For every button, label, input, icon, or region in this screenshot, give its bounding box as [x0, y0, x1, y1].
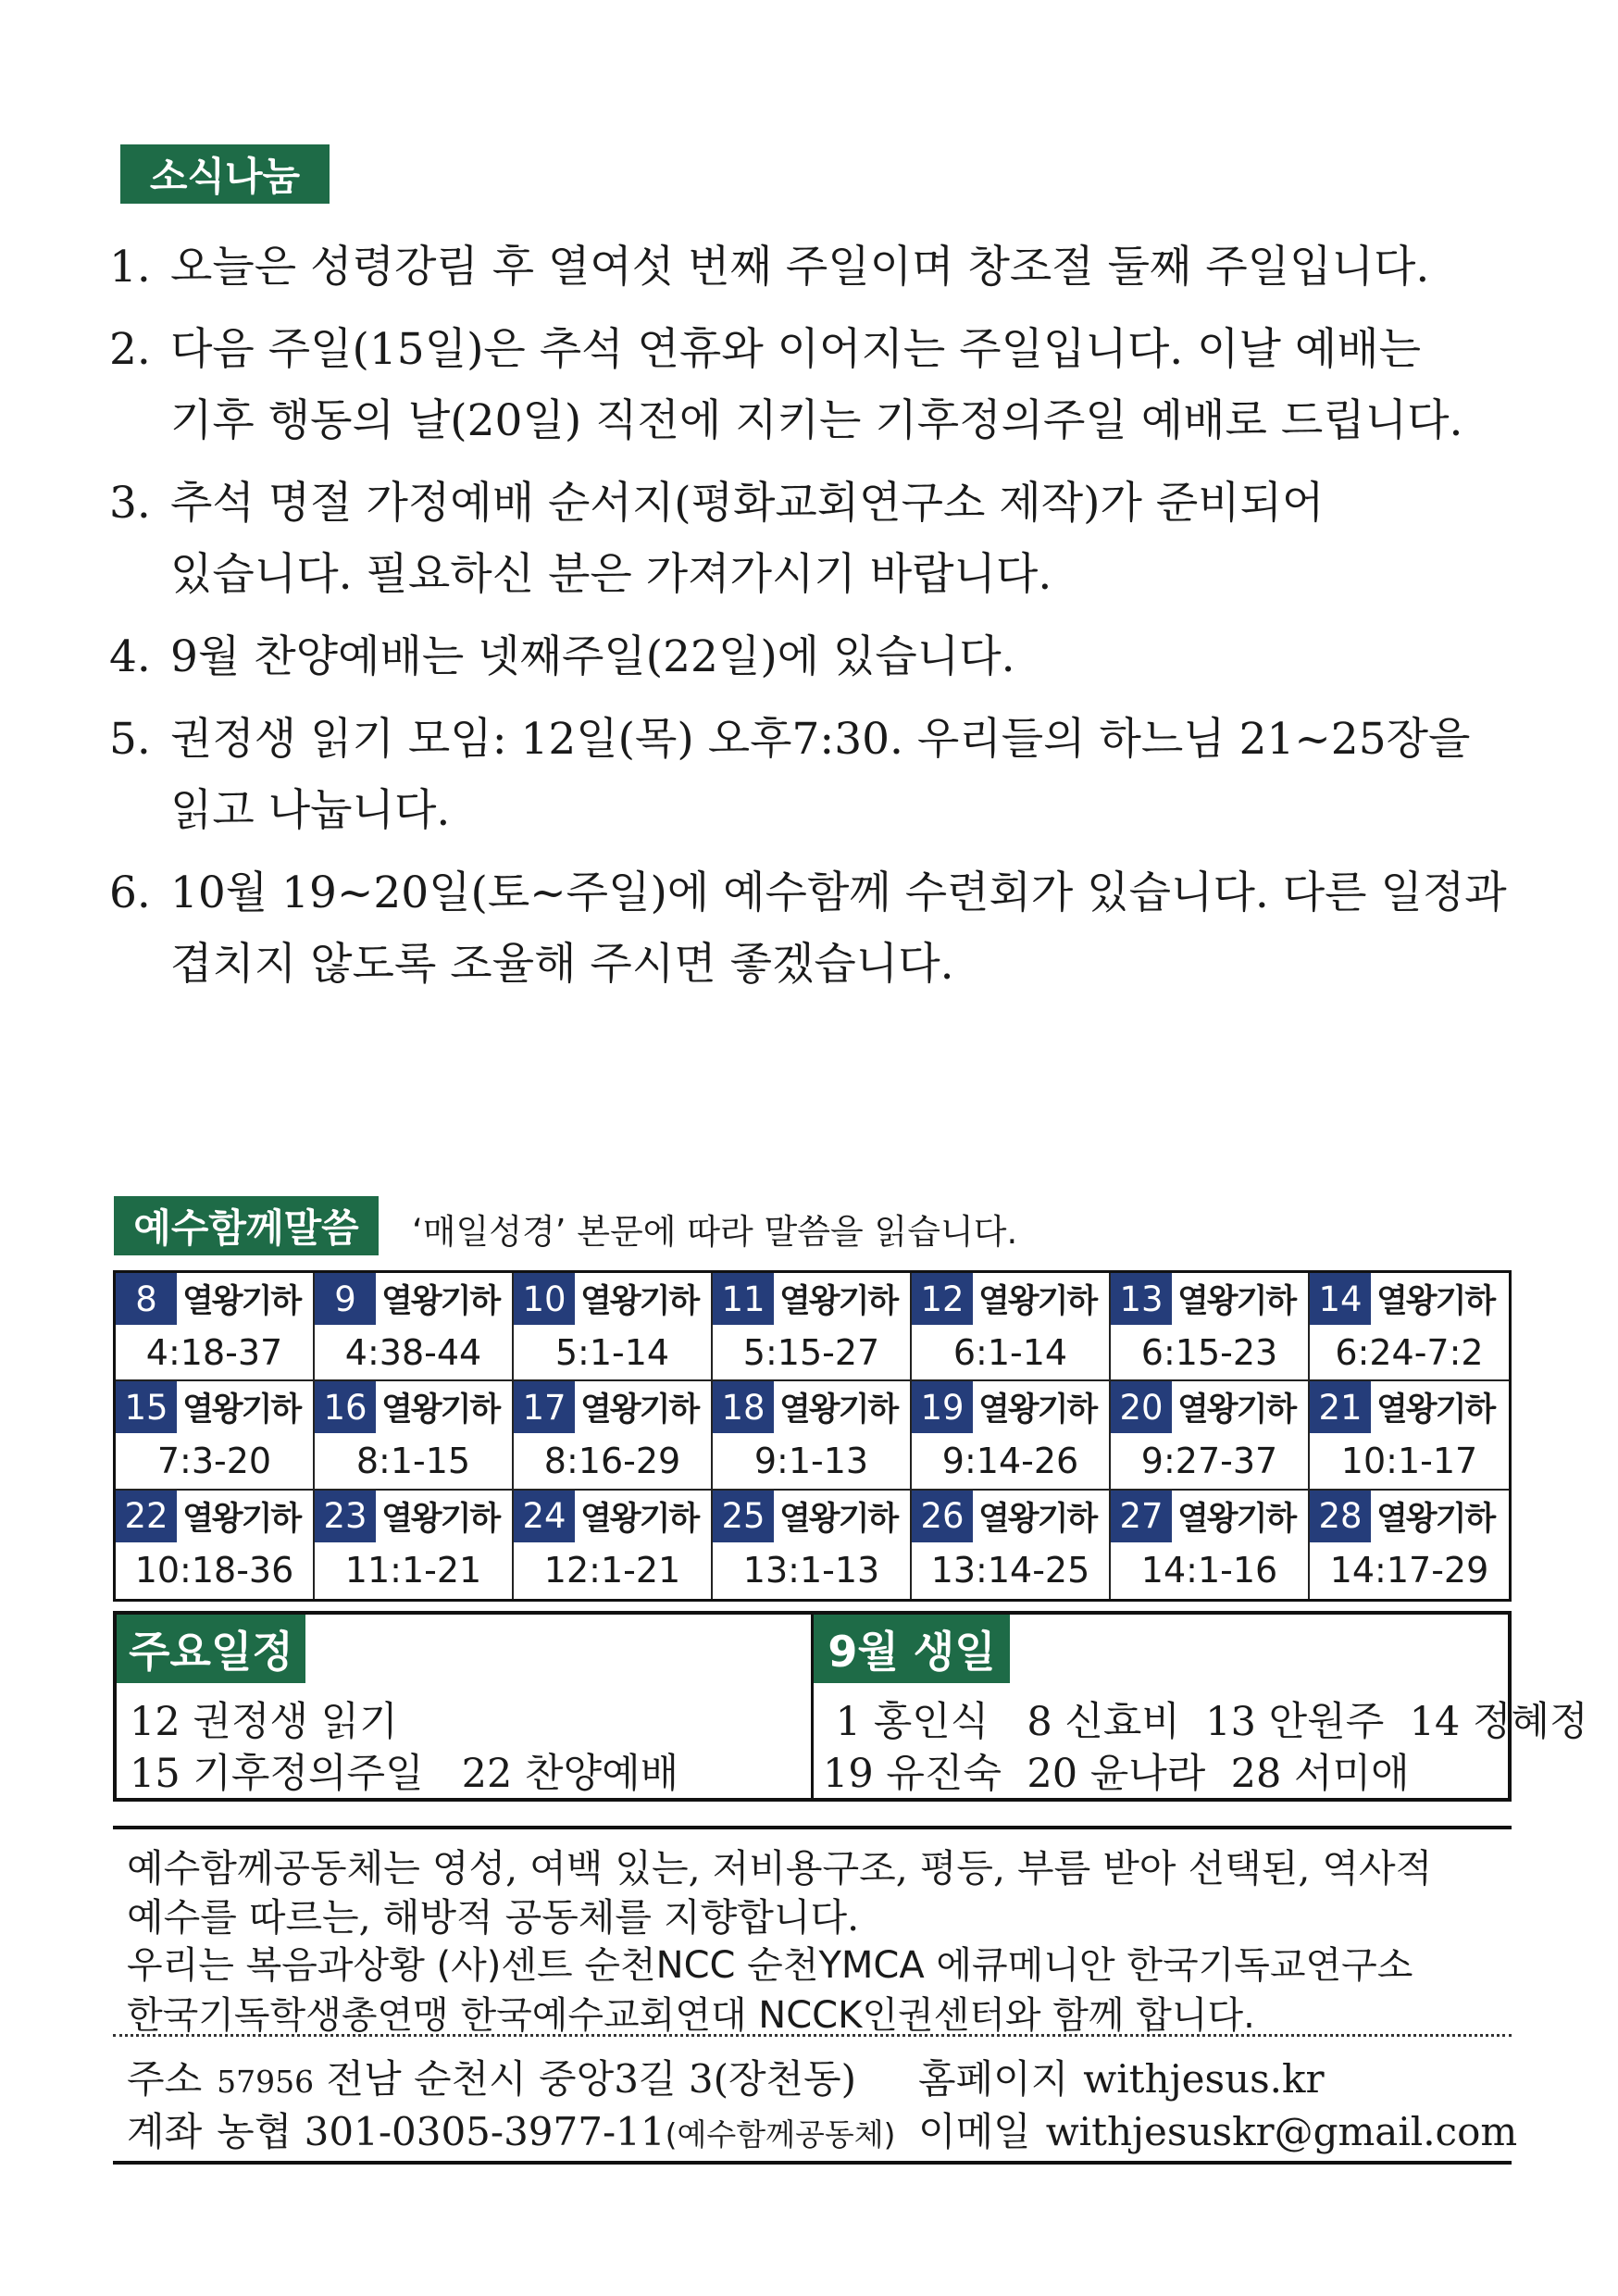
news-item: [109, 704, 1535, 846]
news-item-text: 다음 주일(15일)은 추석 연휴와 이어지는 주일입니다. 이날 예배는: [170, 324, 1422, 375]
reading-cell: [713, 1381, 912, 1490]
reading-cell: [514, 1491, 713, 1599]
news-heading: 소식나눔: [120, 144, 330, 204]
reading-day: 14: [1310, 1273, 1371, 1325]
reading-header: [912, 1381, 1109, 1433]
reading-day: 8: [116, 1273, 177, 1325]
reading-book: 열왕기하: [978, 1500, 1097, 1538]
reading-cell: [1111, 1381, 1310, 1490]
address-text: 전남 순천시 중앙3길 3(장천동): [326, 2056, 857, 2102]
reading-day: 15: [116, 1381, 177, 1433]
reading-verse: 13:1-13: [742, 1550, 880, 1591]
reading-header: [1111, 1381, 1308, 1433]
reading-cell: [116, 1273, 315, 1381]
reading-book: 열왕기하: [381, 1500, 500, 1538]
reading-verse: 9:27-37: [1140, 1440, 1278, 1481]
birthdays-lines: [823, 1696, 1588, 1800]
reading-cell: [912, 1381, 1111, 1490]
reading-verse: 5:15-27: [742, 1331, 880, 1373]
reading-day: 23: [315, 1491, 376, 1542]
statement-line: 예수함께공동체는 영성, 여백 있는, 저비용구조, 평등, 부름 받아 선택된, 역사적: [127, 1846, 1433, 1890]
reading-day: 11: [713, 1273, 774, 1325]
email: [918, 2102, 1517, 2157]
reading-cell: [713, 1491, 912, 1599]
address-label: 주소: [127, 2056, 203, 2102]
news-item-text: 있습니다. 필요하신 분은 가져가시기 바랍니다.: [170, 549, 1052, 600]
reading-header: [514, 1381, 711, 1433]
reading-header: [1310, 1273, 1509, 1325]
news-item-text: 오늘은 성령강림 후 열여섯 번째 주일이며 창조절 둘째 주일입니다.: [170, 242, 1430, 293]
news-item-text: 읽고 나눕니다.: [170, 785, 451, 836]
reading-cell: [1310, 1273, 1509, 1381]
reading-verse: 10:1-17: [1340, 1440, 1478, 1481]
partners-line: 한국기독학생총연맹 한국예수교회연대 NCCK인권센터와 함께 합니다.: [127, 1994, 1255, 2037]
news-item: [109, 231, 1535, 303]
news-item-number: 2.: [109, 324, 151, 375]
dotted-divider: [113, 2034, 1512, 2037]
news-item: [109, 621, 1535, 693]
reading-cell: [912, 1273, 1111, 1381]
news-item-number: 4.: [109, 631, 151, 682]
news-item-text: 9월 찬양예배는 넷째주일(22일)에 있습니다.: [170, 631, 1015, 682]
news-item-text: 기후 행동의 날(20일) 직전에 지키는 기후정의주일 예배로 드립니다.: [170, 395, 1463, 446]
reading-day: 12: [912, 1273, 973, 1325]
reading-verse: 6:24-7:2: [1335, 1331, 1484, 1373]
reading-book: 열왕기하: [1376, 1391, 1495, 1429]
partners-line: 우리는 복음과상황 (사)센트 순천NCC 순천YMCA 에큐메니안 한국기독교연구소: [127, 1944, 1413, 1987]
reading-header: [315, 1381, 512, 1433]
reading-verse: 8:1-15: [355, 1440, 471, 1481]
reading-header: [1310, 1381, 1509, 1433]
reading-verse: 12:1-21: [543, 1550, 681, 1591]
reading-cell: [912, 1491, 1111, 1599]
reading-cell: [1310, 1381, 1509, 1490]
reading-day: 27: [1111, 1491, 1172, 1542]
birthdays-line: 19 유진숙 20 윤나라 28 서미애: [823, 1751, 1410, 1797]
reading-header: [713, 1273, 910, 1325]
reading-cell: [116, 1491, 315, 1599]
events-heading: 주요일정: [117, 1615, 305, 1683]
reading-book: 열왕기하: [182, 1283, 301, 1320]
reading-book: 열왕기하: [580, 1391, 699, 1429]
reading-cell: [1310, 1491, 1509, 1599]
statement-line: 예수를 따르는, 해방적 공동체를 지향합니다.: [127, 1895, 860, 1940]
reading-book: 열왕기하: [978, 1283, 1097, 1320]
reading-day: 24: [514, 1491, 575, 1542]
reading-verse: 4:38-44: [344, 1331, 482, 1373]
reading-verse: 4:18-37: [145, 1331, 283, 1373]
reading-day: 21: [1310, 1381, 1371, 1433]
reading-cell: [116, 1381, 315, 1490]
news-item: [109, 314, 1535, 456]
reading-header: [315, 1273, 512, 1325]
events-line: 15 기후정의주일 22 찬양예배: [130, 1751, 679, 1797]
reading-header: [1111, 1491, 1308, 1542]
reading-header: [116, 1491, 313, 1542]
reading-header: [116, 1381, 313, 1433]
news-item-number: 6.: [109, 867, 151, 918]
reading-book: 열왕기하: [182, 1391, 301, 1429]
reading-day: 28: [1310, 1491, 1371, 1542]
reading-book: 열왕기하: [1376, 1500, 1495, 1538]
news-item: [109, 857, 1535, 1000]
schedule-boxes: [113, 1611, 1588, 1802]
news-item-text: 추석 명절 가정예배 순서지(평화교회연구소 제작)가 준비되어: [170, 478, 1325, 529]
reading-day: 19: [912, 1381, 973, 1433]
reading-day: 26: [912, 1491, 973, 1542]
reading-cell: [514, 1381, 713, 1490]
reading-day: 18: [713, 1381, 774, 1433]
news-item-number: 1.: [109, 242, 151, 293]
news-item-text: 권정생 읽기 모임: 12일(목) 오후7:30. 우리들의 하느님 21~25장을: [170, 714, 1471, 765]
reading-day: 16: [315, 1381, 376, 1433]
email-label: 이메일: [918, 2109, 1031, 2154]
reading-day: 22: [116, 1491, 177, 1542]
events-box: [117, 1615, 811, 1798]
reading-book: 열왕기하: [978, 1391, 1097, 1429]
birthdays-box: [811, 1615, 1588, 1798]
divider: [113, 1826, 1512, 1829]
reading-verse: 6:1-14: [952, 1331, 1068, 1373]
reading-verse: 13:14-25: [930, 1550, 1090, 1591]
reading-day: 25: [713, 1491, 774, 1542]
reading-book: 열왕기하: [1177, 1391, 1296, 1429]
reading-cell: [315, 1381, 514, 1490]
birthdays-line: 1 홍인식 8 신효비 13 안원주 14 정혜정: [823, 1699, 1588, 1745]
reading-book: 열왕기하: [580, 1283, 699, 1320]
word-note: ‘매일성경’ 본문에 따라 말씀을 읽습니다.: [412, 1212, 1018, 1252]
reading-day: 9: [315, 1273, 376, 1325]
reading-header: [1310, 1491, 1509, 1542]
news-item-number: 3.: [109, 478, 151, 529]
homepage-link[interactable]: withjesus.kr: [1083, 2056, 1325, 2102]
events-line: 12 권정생 읽기: [130, 1699, 398, 1745]
news-item-number: 5.: [109, 714, 151, 765]
news-list: [109, 231, 1535, 1011]
reading-book: 열왕기하: [1177, 1283, 1296, 1320]
reading-book: 열왕기하: [779, 1283, 898, 1320]
reading-cell: [1111, 1273, 1310, 1381]
address: [127, 2049, 856, 2104]
reading-verse: 7:3-20: [156, 1440, 272, 1481]
reading-header: [912, 1491, 1109, 1542]
reading-cell: [713, 1273, 912, 1381]
word-heading: 예수함께말씀: [114, 1196, 379, 1255]
reading-header: [713, 1491, 910, 1542]
reading-header: [713, 1381, 910, 1433]
reading-book: 열왕기하: [779, 1500, 898, 1538]
reading-verse: 11:1-21: [344, 1550, 482, 1591]
reading-book: 열왕기하: [182, 1500, 301, 1538]
events-lines: [130, 1696, 678, 1800]
reading-day: 10: [514, 1273, 575, 1325]
news-item: [109, 468, 1535, 610]
address-zip: 57956: [217, 2064, 315, 2100]
reading-table: [113, 1270, 1512, 1602]
reading-cell: [514, 1273, 713, 1381]
reading-verse: 5:1-14: [554, 1331, 670, 1373]
reading-header: [1111, 1273, 1308, 1325]
reading-verse: 14:1-16: [1140, 1550, 1278, 1591]
email-link[interactable]: withjesuskr@gmail.com: [1045, 2109, 1518, 2154]
news-item-text: 겹치지 않도록 조율해 주시면 좋겠습니다.: [170, 939, 954, 990]
divider: [113, 2161, 1512, 2165]
reading-cell: [1111, 1491, 1310, 1599]
bank-account: [127, 2102, 896, 2157]
homepage-label: 홈페이지: [918, 2056, 1069, 2102]
reading-book: 열왕기하: [779, 1391, 898, 1429]
news-item-text: 10월 19~20일(토~주일)에 예수함께 수련회가 있습니다. 다른 일정과: [170, 867, 1507, 918]
account-holder: (예수함께공동체): [665, 2116, 896, 2152]
reading-verse: 8:16-29: [543, 1440, 681, 1481]
reading-header: [514, 1491, 711, 1542]
account-label: 계좌: [127, 2109, 203, 2154]
reading-book: 열왕기하: [381, 1391, 500, 1429]
reading-header: [116, 1273, 313, 1325]
account-number: 농협 301-0305-3977-11: [217, 2109, 666, 2154]
reading-verse: 10:18-36: [134, 1550, 294, 1591]
reading-verse: 9:14-26: [941, 1440, 1079, 1481]
reading-cell: [315, 1491, 514, 1599]
homepage: [918, 2049, 1325, 2104]
reading-header: [315, 1491, 512, 1542]
reading-verse: 9:1-13: [753, 1440, 869, 1481]
birthdays-heading: 9월 생일: [814, 1615, 1010, 1683]
reading-verse: 14:17-29: [1329, 1550, 1489, 1591]
reading-book: 열왕기하: [1376, 1283, 1495, 1320]
reading-book: 열왕기하: [381, 1283, 500, 1320]
reading-book: 열왕기하: [580, 1500, 699, 1538]
reading-day: 13: [1111, 1273, 1172, 1325]
reading-header: [912, 1273, 1109, 1325]
reading-header: [514, 1273, 711, 1325]
reading-cell: [315, 1273, 514, 1381]
reading-verse: 6:15-23: [1140, 1331, 1278, 1373]
reading-day: 20: [1111, 1381, 1172, 1433]
reading-day: 17: [514, 1381, 575, 1433]
reading-book: 열왕기하: [1177, 1500, 1296, 1538]
